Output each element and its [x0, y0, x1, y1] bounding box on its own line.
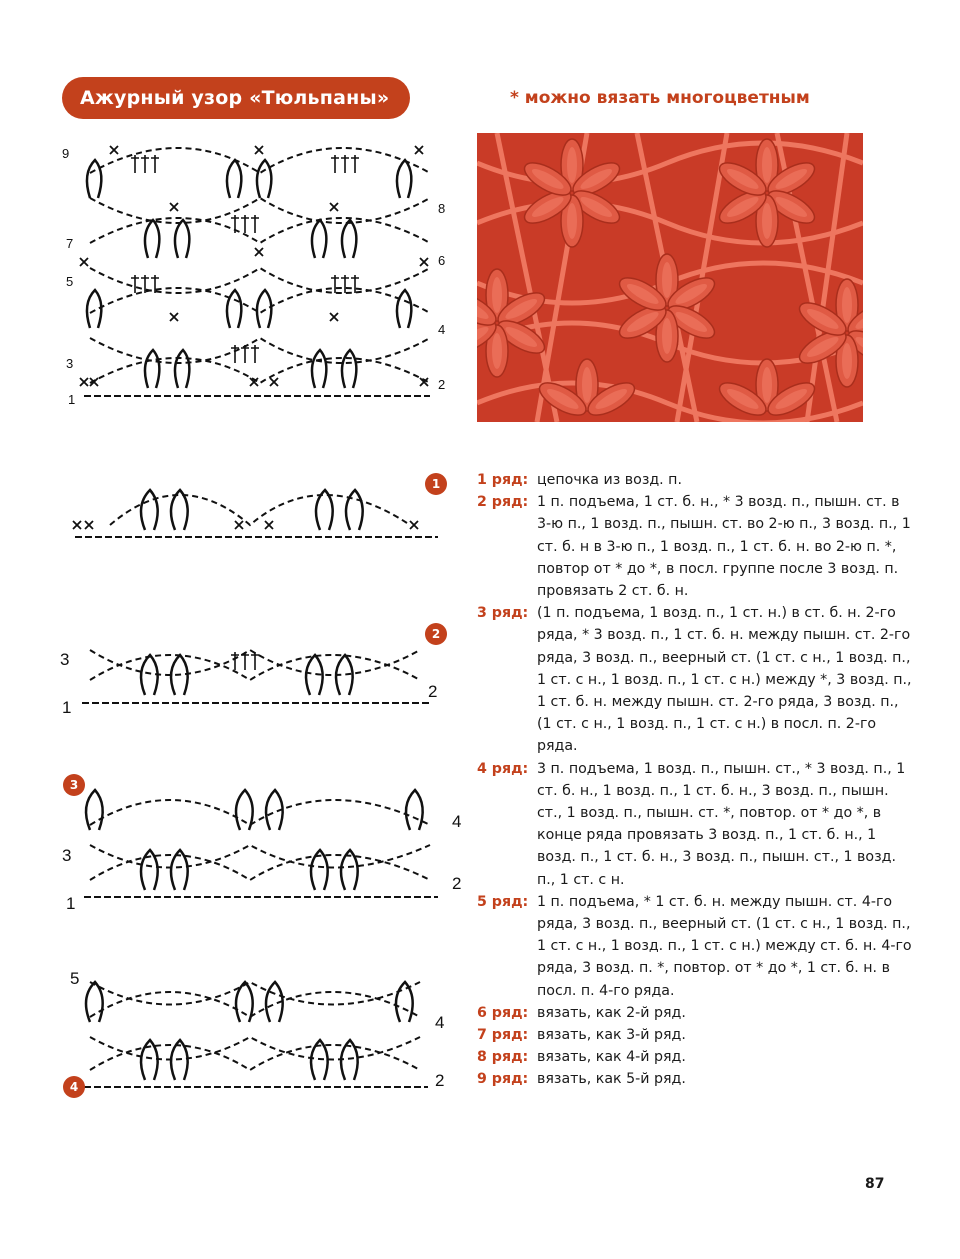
instruction-row-9: 9 ряд: вязать, как 5-й ряд.	[477, 1071, 686, 1088]
row-label-4: 4	[438, 322, 446, 337]
row-label-1: 1	[66, 894, 76, 910]
instruction-row-1: 1 ряд: цепочка из возд. п.	[477, 472, 682, 488]
row-label-3: 3	[62, 846, 72, 865]
step-chart-3	[60, 785, 470, 910]
row-label-1: 1	[68, 392, 76, 407]
row-label-2: 2	[438, 377, 446, 392]
instruction-row-7: 7 ряд: вязать, как 3-й ряд.	[477, 1027, 686, 1044]
instruction-row-4: 4 ряд: 3 п. подъема, 1 возд. п., пышн. ст., * 3 возд. п., 1 ст. б. н., 1 возд. п., 1 ст. б. н., 3 возд. п., пышн. ст., 1 возд. п., пышн. ст. *, повтор. от * до *, в конце ряда провязать 3 возд. п., 1 ст. б. н., 1 возд. п., 1 ст. б. н., 3 возд. п., пышн. ст., 1 возд. п., 1 ст. с н.	[477, 760, 906, 888]
row-label-3: 3	[60, 650, 70, 669]
instruction-row-3: 3 ряд: (1 п. подъема, 1 возд. п., 1 ст. н.) в ст. б. н. 2-го ряда, * 3 возд. п., 1 ст. б. н. между пышн. ст. 2-го ряда, 3 возд. п., веерный ст. (1 ст. с н., 1 возд. п., 1 ст. с н., 1 возд. п., 1 ст. с н.) между *, 3 возд. п., 1 ст. б. н. между пышн. ст. 2-го ряда, 3 возд. п., (1 ст. с н., 1 возд. п., 1 ст. с н.) в посл. п. 2-го ряда.	[477, 605, 912, 755]
step-chart-2	[60, 625, 460, 720]
multicolor-note: * можно вязать многоцветным	[510, 88, 810, 108]
row-label-2: 2	[435, 1071, 445, 1090]
row-label-6: 6	[438, 253, 446, 268]
step-chart-4	[60, 962, 470, 1097]
step-badge-2: 2	[425, 623, 447, 645]
step-badge-3: 3	[63, 774, 85, 796]
row-label-7: 7	[66, 236, 74, 251]
row-label-4: 4	[435, 1013, 445, 1032]
row-label-5: 5	[70, 969, 80, 988]
section-title: Ажурный узор «Тюльпаны»	[62, 77, 410, 119]
row-label-4: 4	[452, 812, 462, 831]
row-label-1: 1	[62, 698, 72, 717]
instruction-row-8: 8 ряд: вязать, как 4-й ряд.	[477, 1049, 686, 1066]
row-label-8: 8	[438, 201, 446, 216]
instruction-row-5: 5 ряд: 1 п. подъема, * 1 ст. б. н. между пышн. ст. 4-го ряда, 3 возд. п., веерный ст. (1 ст. с н., 1 возд. п., 1 ст. с н., 1 возд. п., 1 ст. с н.) между ст. б. н. 4-го ряда, 3 возд. п. *, повтор. от * до *, 1 ст. б. н. в посл. п. 4-го ряда.	[477, 893, 912, 999]
instruction-row-2: 2 ряд: 1 п. подъема, 1 ст. б. н., * 3 возд. п., пышн. ст. в 3-ю п., 1 возд. п., пышн. ст. во 2-ю п., 3 возд. п., 1 ст. б. н в 3-ю п., 1 возд. п., 1 ст. б. н. во 2-ю п. *, повтор от * до *, в посл. группе после 3 возд. п. провязать 2 ст. б. н.	[477, 494, 911, 600]
step-chart-1	[70, 475, 450, 545]
main-chart	[60, 138, 460, 408]
row-label-3: 3	[66, 356, 74, 371]
row-instructions	[477, 469, 917, 1091]
row-label-5: 5	[66, 274, 74, 289]
row-label-2: 2	[452, 874, 462, 893]
instruction-row-6: 6 ряд: вязать, как 2-й ряд.	[477, 1004, 686, 1021]
step-badge-1: 1	[425, 473, 447, 495]
sample-photo	[477, 133, 863, 422]
page-number: 87	[865, 1176, 885, 1192]
row-label-2: 2	[428, 682, 438, 701]
row-label-9: 9	[62, 146, 70, 161]
step-badge-4: 4	[63, 1076, 85, 1098]
